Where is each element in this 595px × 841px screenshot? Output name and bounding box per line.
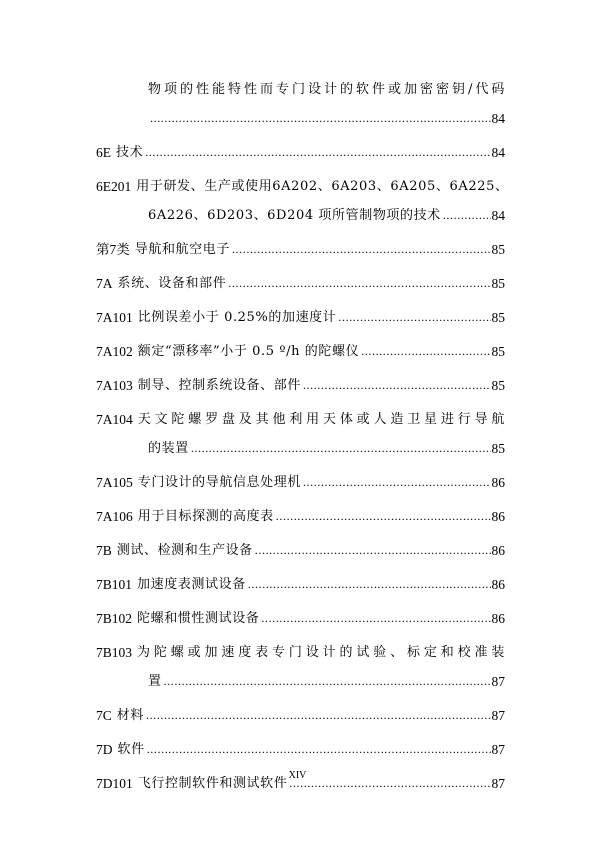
toc-entry-title: 用于目标探测的高度表 — [137, 509, 274, 524]
toc-entry-title: 系统、设备和部件 — [117, 276, 227, 291]
toc-entry-page-number: 87 — [491, 776, 505, 791]
page-footer-number: XIV — [288, 770, 307, 781]
toc-entry-code: 第7类 — [96, 242, 130, 257]
toc-entry-code: 7A104 — [96, 412, 133, 427]
toc-entry-code: 7A — [96, 276, 113, 291]
dot-leader — [232, 241, 491, 258]
dot-leader — [261, 610, 490, 627]
toc-entry[interactable] — [96, 724, 505, 758]
toc-entry-title: 物项的性能特性而专门设计的软件或加密密钥/代码 — [148, 82, 505, 97]
toc-entry[interactable] — [96, 627, 505, 661]
toc-entry-code: 6E201 — [96, 179, 132, 194]
toc-entry-title: 为陀螺或加速度表专门设计的试验、标定和校准装 — [137, 645, 505, 660]
dot-leader — [361, 343, 490, 360]
toc-entry-page-number: 85 — [491, 344, 505, 359]
table-of-contents — [96, 64, 509, 792]
toc-entry-page-number: 84 — [491, 145, 505, 160]
dot-leader — [248, 576, 491, 593]
toc-entry[interactable] — [96, 224, 505, 258]
toc-entry-page-number: 87 — [491, 708, 505, 723]
toc-entry-title: 材料 — [116, 708, 144, 723]
toc-entry-title: 制导、控制系统设备、部件 — [137, 378, 301, 393]
toc-entry-title: 飞行控制软件和测试软件 — [137, 776, 288, 791]
toc-entry-page-number: 86 — [491, 611, 505, 626]
toc-entry-code: 7A103 — [96, 378, 133, 393]
dot-leader — [145, 144, 490, 161]
toc-entry[interactable] — [96, 195, 505, 224]
toc-entry-page-number: 85 — [491, 242, 505, 257]
toc-entry-title: 测试、检测和生产设备 — [116, 543, 253, 558]
toc-entry-title: 导航和航空电子 — [134, 242, 230, 257]
dot-leader — [191, 440, 491, 457]
toc-entry-title: 加速度表测试设备 — [137, 577, 246, 592]
dot-leader — [338, 309, 490, 326]
dot-leader — [228, 275, 490, 292]
toc-entry-code: 7D — [96, 742, 113, 757]
toc-entry-title: 额定“漂移率”小于 0.5 º/h 的陀螺仪 — [137, 344, 360, 359]
toc-entry[interactable] — [96, 593, 505, 627]
toc-entry-title: 技术 — [116, 145, 144, 160]
toc-entry-title: 软件 — [117, 742, 145, 757]
toc-entry[interactable] — [96, 661, 505, 690]
toc-entry-code: 7D101 — [96, 776, 133, 791]
toc-entry-code: 7B103 — [96, 645, 133, 660]
toc-entry-title: 陀螺和惯性测试设备 — [137, 611, 260, 626]
toc-entry[interactable] — [96, 161, 509, 195]
toc-entry-title: 的装置 — [148, 441, 189, 456]
toc-entry[interactable] — [96, 559, 505, 593]
toc-entry[interactable] — [96, 428, 505, 457]
dot-leader — [443, 207, 491, 224]
toc-entry[interactable] — [96, 394, 505, 428]
toc-entry-page-number: 86 — [491, 577, 505, 592]
toc-entry-title: 用于研发、生产或使用6A202、6A203、6A205、6A225、 — [136, 179, 509, 194]
toc-entry-title: 专门设计的导航信息处理机 — [137, 475, 301, 490]
toc-entry-page-number: 86 — [491, 543, 505, 558]
toc-entry[interactable] — [96, 690, 505, 724]
toc-entry[interactable] — [96, 326, 505, 360]
toc-entry[interactable] — [96, 127, 505, 161]
toc-entry-code: 7C — [96, 708, 112, 723]
toc-entry-title: 置 — [148, 674, 162, 689]
toc-entry-code: 7B102 — [96, 611, 133, 626]
toc-entry-code: 7B — [96, 543, 112, 558]
toc-entry[interactable] — [96, 98, 505, 127]
toc-entry-page-number: 84 — [491, 111, 505, 126]
toc-entry-code: 7A106 — [96, 509, 133, 524]
toc-entry[interactable] — [96, 292, 505, 326]
toc-entry-title: 比例误差小于 0.25%的加速度计 — [137, 310, 337, 325]
dot-leader — [146, 707, 491, 724]
toc-entry-page-number: 85 — [491, 276, 505, 291]
dot-leader — [255, 542, 491, 559]
toc-entry-page-number: 84 — [491, 208, 505, 223]
toc-entry-code: 7A102 — [96, 344, 133, 359]
toc-entry-page-number: 85 — [491, 310, 505, 325]
toc-entry[interactable] — [96, 525, 505, 559]
dot-leader — [303, 377, 491, 394]
toc-entry-code: 6E — [96, 145, 111, 160]
dot-leader — [150, 110, 491, 127]
toc-entry-page-number: 87 — [491, 674, 505, 689]
toc-entry[interactable] — [96, 258, 505, 292]
toc-entry-page-number: 86 — [491, 475, 505, 490]
toc-entry[interactable] — [96, 360, 505, 394]
toc-entry-title: 6A226、6D203、6D204 项所管制物项的技术 — [148, 208, 441, 223]
toc-entry[interactable] — [96, 491, 505, 525]
dot-leader — [164, 673, 491, 690]
toc-entry-page-number: 85 — [491, 378, 505, 393]
toc-entry[interactable] — [96, 64, 505, 98]
toc-entry[interactable] — [96, 457, 505, 491]
dot-leader — [303, 474, 491, 491]
dot-leader — [276, 508, 491, 525]
toc-entry-title: 天文陀螺罗盘及其他利用天体或人造卫星进行导航 — [137, 412, 505, 427]
toc-entry-page-number: 87 — [491, 742, 505, 757]
toc-entry-code: 7A105 — [96, 475, 133, 490]
toc-entry-code: 7B101 — [96, 577, 133, 592]
toc-entry-page-number: 86 — [491, 509, 505, 524]
toc-entry-page-number: 85 — [491, 441, 505, 456]
dot-leader — [147, 741, 491, 758]
toc-entry-code: 7A101 — [96, 310, 133, 325]
